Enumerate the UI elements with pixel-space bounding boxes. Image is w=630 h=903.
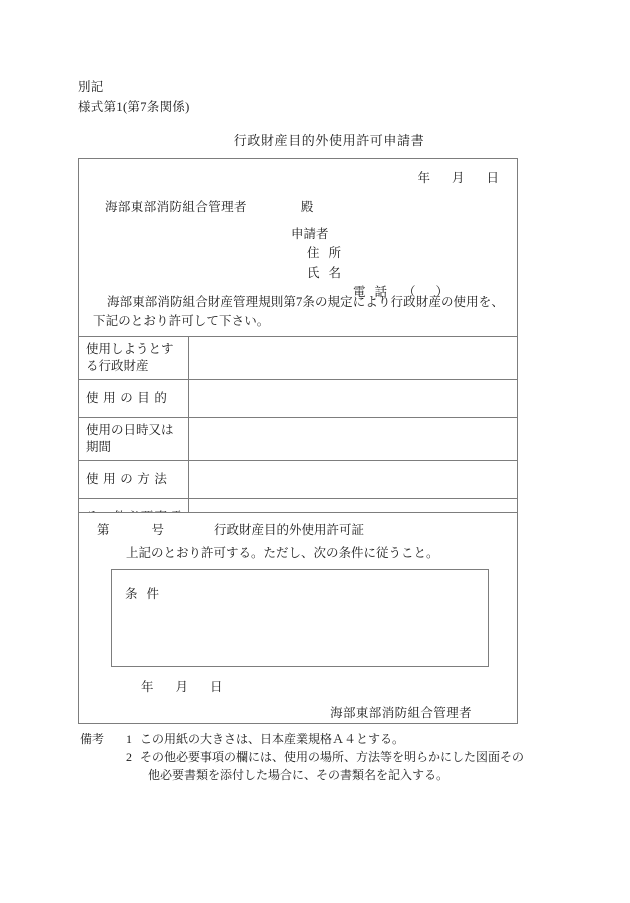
row-label-target-property: 使用しようとする行政財産 xyxy=(79,337,189,379)
note-2-number: 2 xyxy=(126,750,132,765)
row-value-target-property[interactable] xyxy=(189,337,517,379)
applicant-block xyxy=(291,225,448,303)
application-date-line xyxy=(417,168,499,186)
table-row xyxy=(79,380,517,418)
permit-date-month: 月 xyxy=(175,680,189,694)
condition-label: 条 件 xyxy=(125,587,160,601)
note-spacer xyxy=(80,749,118,766)
row-label-purpose: 使用の目的 xyxy=(79,380,189,417)
row-value-method[interactable] xyxy=(189,461,517,498)
row-label-datetime-period: 使用の日時又は期間 xyxy=(79,418,189,460)
applicant-address-line: 住 所 xyxy=(307,246,342,261)
row-label-method: 使用の方法 xyxy=(79,461,189,498)
notes-section xyxy=(80,731,550,784)
permit-certificate-title: 行政財産目的外使用許可証 xyxy=(214,523,365,537)
applicant-label: 申請者 xyxy=(291,227,329,241)
application-date-day: 日 xyxy=(486,171,499,185)
applicant-name-line: 氏 名 xyxy=(307,265,342,280)
permit-number-suffix: 号 xyxy=(151,523,165,537)
note-2-continuation: 他必要書類を添付した場合に、その書類名を記入する。 xyxy=(148,767,449,782)
row-value-datetime-period[interactable] xyxy=(189,418,517,460)
note-item-2 xyxy=(80,749,550,766)
addressee-honorific: 殿 xyxy=(300,200,314,214)
note-1-number: 1 xyxy=(126,732,132,746)
form-number-label: 様式第1(第7条関係) xyxy=(78,100,190,114)
applicant-tel-line: 電 話 （ ） xyxy=(353,285,449,300)
notes-heading: 備考 xyxy=(80,732,105,746)
permit-certificate-box xyxy=(78,512,518,724)
form-category-label: 別記 xyxy=(78,80,104,94)
permit-date-year: 年 xyxy=(141,680,154,694)
addressee-line xyxy=(105,197,314,215)
row-value-purpose[interactable] xyxy=(189,380,517,417)
addressee-name: 海部東部消防組合管理者 xyxy=(105,200,247,214)
permit-date-day: 日 xyxy=(210,680,223,694)
permit-number-prefix: 第 xyxy=(97,523,110,537)
table-row xyxy=(79,461,517,499)
application-date-year: 年 xyxy=(417,171,430,185)
note-item-1 xyxy=(80,731,550,748)
condition-box xyxy=(111,569,489,667)
application-date-month: 月 xyxy=(451,171,465,185)
application-body-text: 海部東部消防組合財産管理規則第7条の規定により行政財産の使用を、下記のとおり許可して下さい。 xyxy=(93,295,504,328)
permit-number-line xyxy=(97,520,364,538)
permit-statement: 上記のとおり許可する。ただし、次の条件に従うこと。 xyxy=(126,546,439,560)
note-1-text: この用紙の大きさは、日本産業規格Ａ４とする。 xyxy=(140,732,405,746)
table-row xyxy=(79,418,517,461)
permit-date-line xyxy=(141,677,223,695)
table-row xyxy=(79,337,517,380)
application-form-box xyxy=(78,158,518,537)
document-title: 行政財産目的外使用許可申請書 xyxy=(233,133,425,148)
application-header-cell xyxy=(79,159,517,337)
note-2-text: その他必要事項の欄には、使用の場所、方法等を明らかにした図面その xyxy=(140,750,525,765)
permit-signer: 海部東部消防組合管理者 xyxy=(330,706,472,720)
